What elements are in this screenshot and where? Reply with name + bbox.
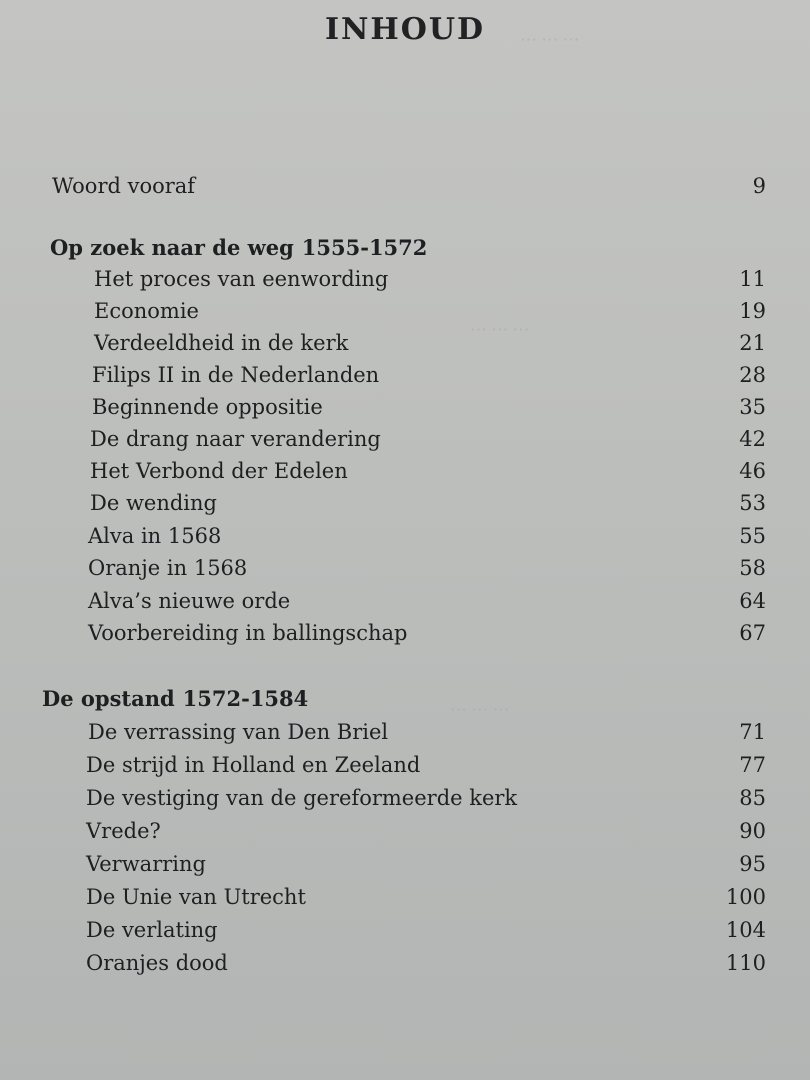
toc-entry [0, 914, 810, 946]
toc-entry-page: 35 [739, 395, 766, 419]
toc-entry-label: Het Verbond der Edelen [90, 459, 348, 483]
toc-entry-page: 71 [739, 720, 766, 744]
toc-entry-page: 28 [739, 363, 766, 387]
toc-entry [0, 782, 810, 814]
show-through-text: ⋯ ⋯ ⋯ [520, 30, 580, 49]
toc-entry [0, 848, 810, 880]
toc-entry-label: Vrede? [86, 819, 161, 843]
toc-entry-label: Verwarring [86, 852, 206, 876]
toc-entry-page: 85 [739, 786, 766, 810]
toc-entry-page: 77 [739, 753, 766, 777]
toc-entry [0, 423, 810, 455]
toc-entry [0, 815, 810, 847]
toc-entry-page: 19 [739, 299, 766, 323]
toc-entry [0, 295, 810, 327]
toc-entry-page: 110 [725, 951, 766, 975]
section-heading-label [42, 683, 308, 715]
toc-entry-label: De verlating [86, 918, 218, 942]
toc-entry-label: De strijd in Holland en Zeeland [86, 753, 421, 777]
toc-entry-page: 67 [739, 621, 766, 645]
toc-entry-label: Woord vooraf [52, 174, 196, 198]
page-title: INHOUD [324, 12, 486, 47]
toc-entry-label: De verrassing van Den Briel [88, 720, 389, 744]
toc-entry-label: Het proces van eenwording [94, 267, 389, 291]
toc-entry-page: 95 [739, 852, 766, 876]
toc-entry-label: Economie [94, 299, 199, 323]
toc-entry-foreword [0, 170, 810, 202]
show-through-text: ⋯ ⋯ ⋯ [450, 700, 510, 719]
toc-entry-label: Alva’s nieuwe orde [88, 589, 291, 613]
toc-entry [0, 391, 810, 423]
toc-entry [0, 520, 810, 552]
toc-entry [0, 947, 810, 979]
toc-entry [0, 585, 810, 617]
toc-entry-page: 58 [739, 556, 766, 580]
toc-entry-page: 46 [739, 459, 766, 483]
toc-entry-label: Beginnende oppositie [92, 395, 323, 419]
toc-entry-page: 21 [739, 331, 766, 355]
section-heading-label [50, 232, 427, 264]
toc-entry-label: De drang naar verandering [90, 427, 381, 451]
toc-entry-page: 104 [725, 918, 766, 942]
show-through-text: ⋯ ⋯ ⋯ [470, 320, 530, 339]
toc-entry-label: De vestiging van de gereformeerde kerk [86, 786, 518, 810]
toc-entry [0, 716, 810, 748]
toc-entry [0, 552, 810, 584]
toc-entry-label: De Unie van Utrecht [86, 885, 306, 909]
toc-entry-page: 100 [725, 885, 766, 909]
toc-entry [0, 749, 810, 781]
toc-entry [0, 263, 810, 295]
toc-entry-label: De wending [90, 491, 217, 515]
toc-entry-page: 42 [739, 427, 766, 451]
toc-entry-label: Voorbereiding in ballingschap [88, 621, 408, 645]
toc-entry [0, 617, 810, 649]
section-heading [0, 232, 810, 264]
toc-entry [0, 455, 810, 487]
toc-entry-label: Verdeeldheid in de kerk [94, 331, 349, 355]
toc-entry [0, 359, 810, 391]
toc-entry [0, 327, 810, 359]
toc-entry-page: 64 [739, 589, 766, 613]
section-title: Op zoek naar de weg [50, 235, 294, 260]
section-years: 1572-1584 [182, 686, 309, 711]
toc-entry-page: 90 [739, 819, 766, 843]
toc-entry [0, 881, 810, 913]
toc-entry-label: Alva in 1568 [88, 524, 222, 548]
toc-entry-label: Oranjes dood [86, 951, 228, 975]
section-title: De opstand [42, 686, 175, 711]
toc-entry-page: 55 [739, 524, 766, 548]
toc-entry-page: 9 [752, 174, 766, 198]
toc-entry-label: Filips II in de Nederlanden [92, 363, 380, 387]
toc-entry-label: Oranje in 1568 [88, 556, 248, 580]
section-heading [0, 683, 810, 715]
toc-entry-page: 53 [739, 491, 766, 515]
toc-entry-page: 11 [739, 267, 766, 291]
toc-entry [0, 487, 810, 519]
section-years: 1555-1572 [301, 235, 428, 260]
